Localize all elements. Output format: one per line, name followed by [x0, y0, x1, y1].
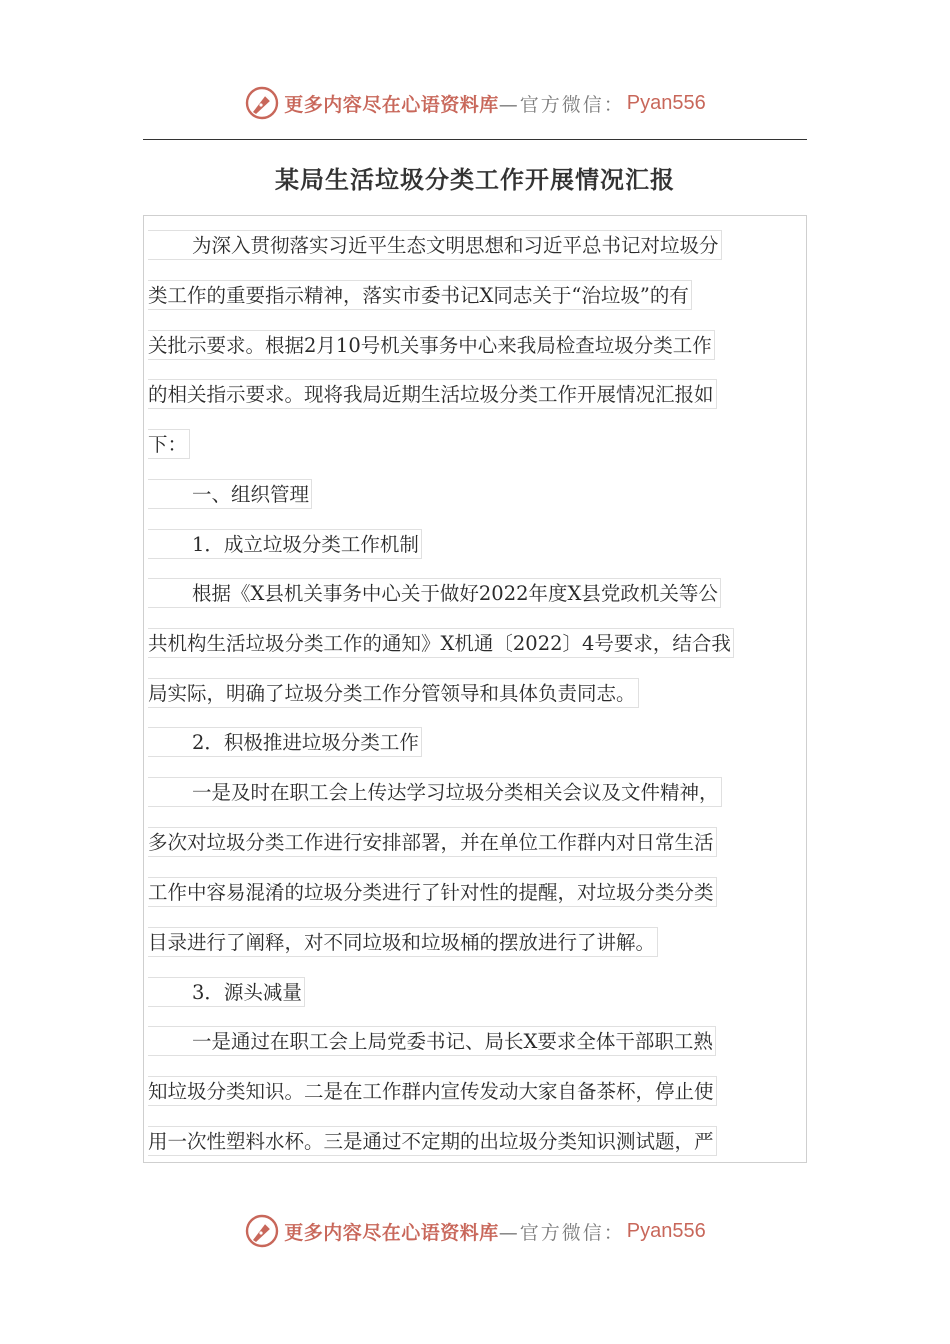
text-line: 多次对垃圾分类工作进行安排部署，并在单位工作群内对日常生活 [148, 827, 717, 857]
header-divider [143, 139, 807, 140]
document-title: 某局生活垃圾分类工作开展情况汇报 [275, 166, 675, 194]
banner-official-text: —官方微信： [498, 93, 625, 116]
text-line: 下： [148, 429, 190, 459]
text-line: 关批示要求。根据2月10号机关事务中心来我局检查垃圾分类工作 [148, 330, 715, 360]
text-line: 为深入贯彻落实习近平生态文明思想和习近平总书记对垃圾分 [148, 230, 722, 260]
banner-wechat-id: Pyan556 [626, 1219, 706, 1242]
subsection-heading: 3．源头减量 [148, 977, 305, 1007]
text-line: 共机构生活垃圾分类工作的通知》X机通〔2022〕4号要求，结合我 [148, 628, 734, 658]
banner-brand-text: 更多内容尽在心语资料库 [284, 1221, 499, 1244]
text-line: 根据《X县机关事务中心关于做好2022年度X县党政机关等公 [148, 578, 721, 608]
banner-wechat-id: Pyan556 [626, 91, 706, 114]
text-line: 一是及时在职工会上传达学习垃圾分类相关会议及文件精神， [148, 777, 722, 807]
text-line: 知垃圾分类知识。二是在工作群内宣传发动大家自备茶杯，停止使 [148, 1076, 717, 1106]
text-line: 局实际，明确了垃圾分类工作分管领导和具体负责同志。 [148, 678, 639, 708]
pen-nib-logo-icon [244, 1213, 280, 1249]
footer-banner [0, 1206, 950, 1256]
text-line: 目录进行了阐释，对不同垃圾和垃圾桶的摆放进行了讲解。 [148, 927, 658, 957]
document-body [143, 215, 807, 1163]
banner-brand-text: 更多内容尽在心语资料库 [284, 93, 499, 116]
banner-official-text: —官方微信： [498, 1221, 625, 1244]
text-line: 的相关指示要求。现将我局近期生活垃圾分类工作开展情况汇报如 [148, 379, 717, 409]
text-line: 类工作的重要指示精神，落实市委书记X同志关于“治垃圾”的有 [148, 280, 692, 310]
pen-nib-logo-icon [244, 85, 280, 121]
header-banner [0, 78, 950, 128]
text-line: 一是通过在职工会上局党委书记、局长X要求全体干部职工熟 [148, 1026, 716, 1056]
text-line: 工作中容易混淆的垃圾分类进行了针对性的提醒，对垃圾分类分类 [148, 877, 717, 907]
text-line: 用一次性塑料水杯。三是通过不定期的出垃圾分类知识测试题，严 [148, 1126, 717, 1156]
subsection-heading: 2．积极推进垃圾分类工作 [148, 727, 422, 757]
subsection-heading: 1．成立垃圾分类工作机制 [148, 529, 422, 559]
section-heading: 一、组织管理 [148, 479, 312, 509]
